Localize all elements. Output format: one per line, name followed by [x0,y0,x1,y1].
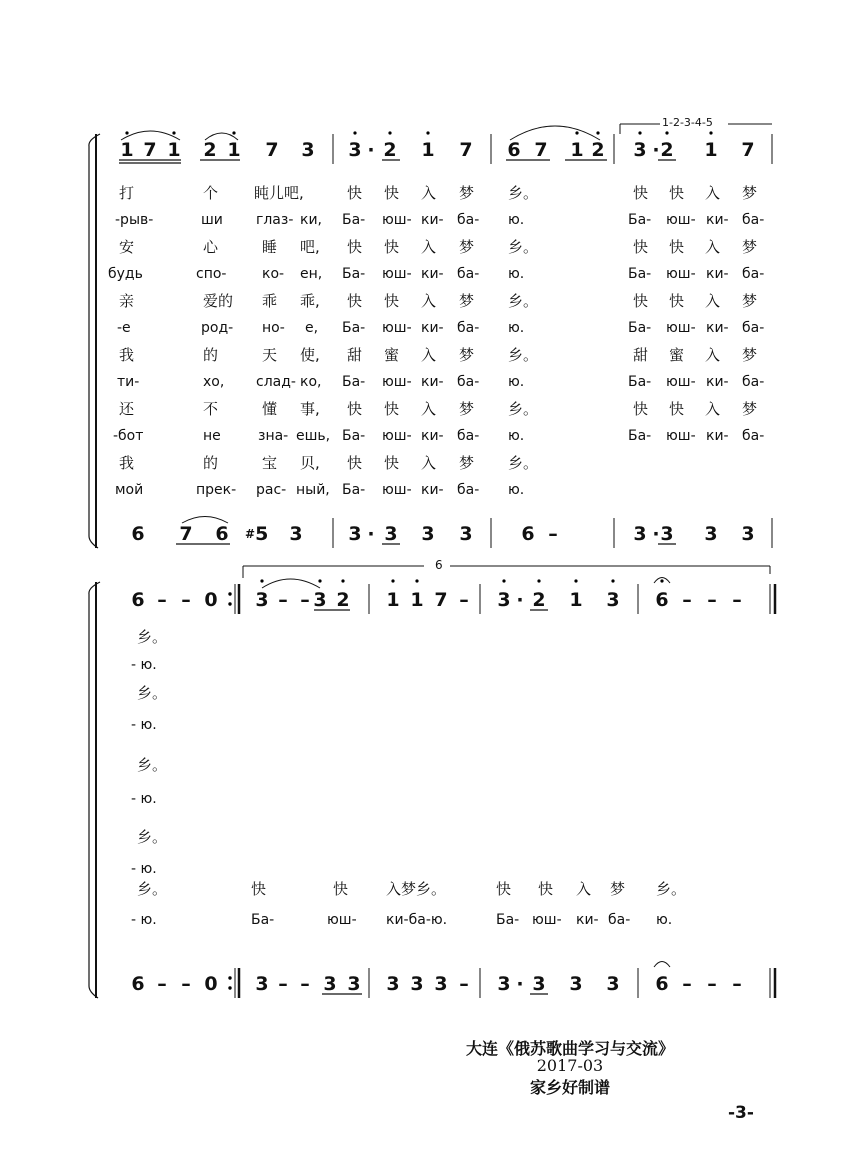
lyric: юш- [327,912,357,928]
lyric: 快 [496,880,512,898]
lyric: мой [115,482,144,498]
lyric: хо, [203,374,225,390]
lyric: 入 [576,880,592,898]
lyric: ки- [706,374,729,390]
system-2-brace [89,582,100,998]
lyric: юш- [532,912,562,928]
lyric: ки- [706,320,729,336]
lyric: 快 [669,292,685,310]
lyric: 快 [538,880,554,898]
lyric: 入 [421,400,437,418]
lyric: 心 [203,238,219,256]
note: 3 [633,139,647,161]
lyric: юш- [382,320,412,336]
lyric: ба- [457,212,480,228]
note: 2 [660,139,674,161]
lyric: ба- [742,320,765,336]
note: 2 [591,139,605,161]
lyric: ю. [508,320,525,336]
note: 1 [421,139,435,161]
note: 3 [301,139,315,161]
lyric: 快 [384,184,400,202]
lyric: 快 [633,292,649,310]
lyric: ю. [508,374,525,390]
lyric: зна- [258,428,289,444]
lyric: ба- [742,428,765,444]
lyric: ю. [508,212,525,228]
lyric: 甜 [633,346,649,364]
lyric: 快 [347,292,363,310]
lyric: 快 [251,880,267,898]
lyric: ба- [742,374,765,390]
lyric: Ба- [628,374,652,390]
lyric: 吧, [300,238,320,256]
lyric: но- [262,320,285,336]
lyric: ный, [296,482,330,498]
lyric: 乡。 [137,684,168,702]
lyric: спо- [196,266,227,282]
lyric: 入 [421,346,437,364]
note: 1 [704,139,718,161]
lyric: ба- [457,374,480,390]
lyric: 梦 [459,292,475,310]
lyric: 梦 [459,346,475,364]
lyric: ю. [508,482,525,498]
lyric: ки- [576,912,599,928]
lyric: 快 [669,238,685,256]
lyric: - ю. [131,861,157,877]
lyric: Ба- [628,212,652,228]
lyric: ки- [421,428,444,444]
lyric: 贝, [300,454,320,472]
lyric: ба- [457,266,480,282]
note: 2 [383,139,397,161]
lyric: 梦 [742,346,758,364]
lyric: 不 [203,400,219,418]
lyric: - ю. [131,791,157,807]
page-number: -3- [728,1103,754,1123]
lyric: 梦 [610,880,626,898]
lyric: 入 [421,292,437,310]
note: 7 [534,139,548,161]
lyric: 我 [119,454,135,472]
lyric: ю. [656,912,673,928]
lyric: ко- [262,266,285,282]
lyric: Ба- [342,482,366,498]
lyric: 快 [384,454,400,472]
lyric: юш- [382,482,412,498]
lyric: 梦 [459,184,475,202]
lyric: будь [108,266,143,282]
lyric: 快 [633,400,649,418]
lyric: ба- [608,912,631,928]
lyric: 乡。 [508,184,539,202]
lyric: ти- [117,374,140,390]
lyric: 亲 [119,292,135,310]
lyric: 乡。 [137,828,168,846]
lyric: юш- [666,212,696,228]
lyric: 乡。 [137,628,168,646]
lyric: 的 [203,454,219,472]
lyric: 蜜 [669,346,685,364]
lyric: 快 [633,184,649,202]
lyric: юш- [382,374,412,390]
lyric: е, [305,320,319,336]
lyric: 梦 [459,400,475,418]
note: 7 [265,139,279,161]
lyric: юш- [666,320,696,336]
lyric: 快 [347,238,363,256]
note: 7 [459,139,473,161]
note: 6 [507,139,521,161]
note: 2 [203,139,217,161]
note: 3 [348,139,362,161]
note: 7 [143,139,157,161]
lyric: ши [201,212,223,228]
lyric: 我 [119,346,135,364]
lyric: 睡 [262,238,278,256]
lyric: 入 [421,184,437,202]
lyric: юш- [666,266,696,282]
lyric: - ю. [131,912,157,928]
lyric: ки- [421,482,444,498]
lyric: ки- [706,266,729,282]
lyric: 快 [347,400,363,418]
lyric: Ба- [251,912,275,928]
lyric: 安 [119,238,135,256]
lyric: ба- [457,482,480,498]
lyric: Ба- [342,320,366,336]
lyric: 甜 [347,346,363,364]
lyric: ки- [706,212,729,228]
note: 1 [227,139,241,161]
lyric: ки- [421,320,444,336]
lyric: 快 [333,880,349,898]
lyric: 入 [421,454,437,472]
lyric: 爱的 [203,292,234,310]
lyric: 蜜 [384,346,400,364]
lyric: 快 [384,400,400,418]
lyric: ба- [742,212,765,228]
lyric: - ю. [131,717,157,733]
lyric: 使, [300,346,320,364]
lyric: 快 [347,454,363,472]
lyric: 梦 [742,400,758,418]
lyric: 天 [262,346,278,364]
lyric: ки-ба-ю. [386,912,448,928]
lyric: 快 [347,184,363,202]
lyric: Ба- [628,428,652,444]
lyric: 懂 [262,400,278,418]
lyric: 快 [384,292,400,310]
lyric: 个 [203,184,219,202]
lyric: 快 [633,238,649,256]
lyric: 快 [669,184,685,202]
lyric: ба- [457,320,480,336]
lyric: 的 [203,346,219,364]
lyric: 入 [705,238,721,256]
lyric: 梦 [459,238,475,256]
lyric: Ба- [628,320,652,336]
lyric: юш- [382,212,412,228]
lyric: -е [117,320,131,336]
lyric: 入梦乡。 [386,880,447,898]
lyric: юш- [666,428,696,444]
lyric: -бот [113,428,144,444]
lyric: род- [201,320,234,336]
lyric: не [203,428,221,444]
lyric: 入 [705,346,721,364]
lyric: юш- [666,374,696,390]
lyric: ен, [300,266,323,282]
lyric: 乡。 [137,880,168,898]
lyric: 乡。 [137,756,168,774]
note: · [652,139,660,161]
lyric: ки, [300,212,323,228]
lyric: ба- [742,266,765,282]
lyric: слад- [256,374,296,390]
lyric: юш- [382,428,412,444]
lyric: юш- [382,266,412,282]
lyric: -рыв- [115,212,154,228]
note: 1 [167,139,181,161]
system-1-brace [89,134,100,548]
note: 7 [741,139,755,161]
lyric: 乖, [300,292,320,310]
credit-source: 大连《俄苏歌曲学习与交流》 [465,1039,674,1058]
lyric: 快 [384,238,400,256]
lyric: 乖 [262,292,278,310]
lyric: 事, [300,400,320,418]
note: 1 [570,139,584,161]
lyric: ю. [508,428,525,444]
lyric: 乡。 [508,292,539,310]
lyric: Ба- [628,266,652,282]
lyric: 盹儿吧, [254,184,304,202]
lyric: 快 [669,400,685,418]
lyric: 宝 [262,454,278,472]
lyric: 梦 [742,238,758,256]
note: 1 [120,139,134,161]
lyric: 还 [119,400,135,418]
credit-date: 2017-03 [536,1056,604,1075]
lyric: глаз- [256,212,294,228]
lyric: ки- [421,266,444,282]
lyric: 入 [705,184,721,202]
lyric: ешь, [296,428,331,444]
lyric: 乡。 [508,238,539,256]
lyric: 乡。 [656,880,687,898]
lyric: Ба- [342,374,366,390]
credit-arranger: 家乡好制谱 [529,1078,610,1097]
lyric: 梦 [742,292,758,310]
lyric: ки- [421,212,444,228]
lyric: ки- [421,374,444,390]
note: · [367,139,375,161]
lyric: 乡。 [508,454,539,472]
lyric: - ю. [131,657,157,673]
lyric: Ба- [342,266,366,282]
lyric: 乡。 [508,346,539,364]
lyric: рас- [256,482,287,498]
lyric: ба- [457,428,480,444]
lyric: 乡。 [508,400,539,418]
lyric: 梦 [459,454,475,472]
volta-label: 6 [432,558,446,572]
lyric: ки- [706,428,729,444]
lyric: Ба- [496,912,520,928]
lyric: ю. [508,266,525,282]
volta-label: 1-2-3-4-5 [662,116,713,129]
lyric: ко, [300,374,322,390]
lyric: Ба- [342,212,366,228]
lyric: 打 [119,184,135,202]
lyric: 入 [421,238,437,256]
lyric: 入 [705,292,721,310]
lyric: Ба- [342,428,366,444]
lyric: прек- [196,482,237,498]
lyric: 梦 [742,184,758,202]
lyric: 入 [705,400,721,418]
